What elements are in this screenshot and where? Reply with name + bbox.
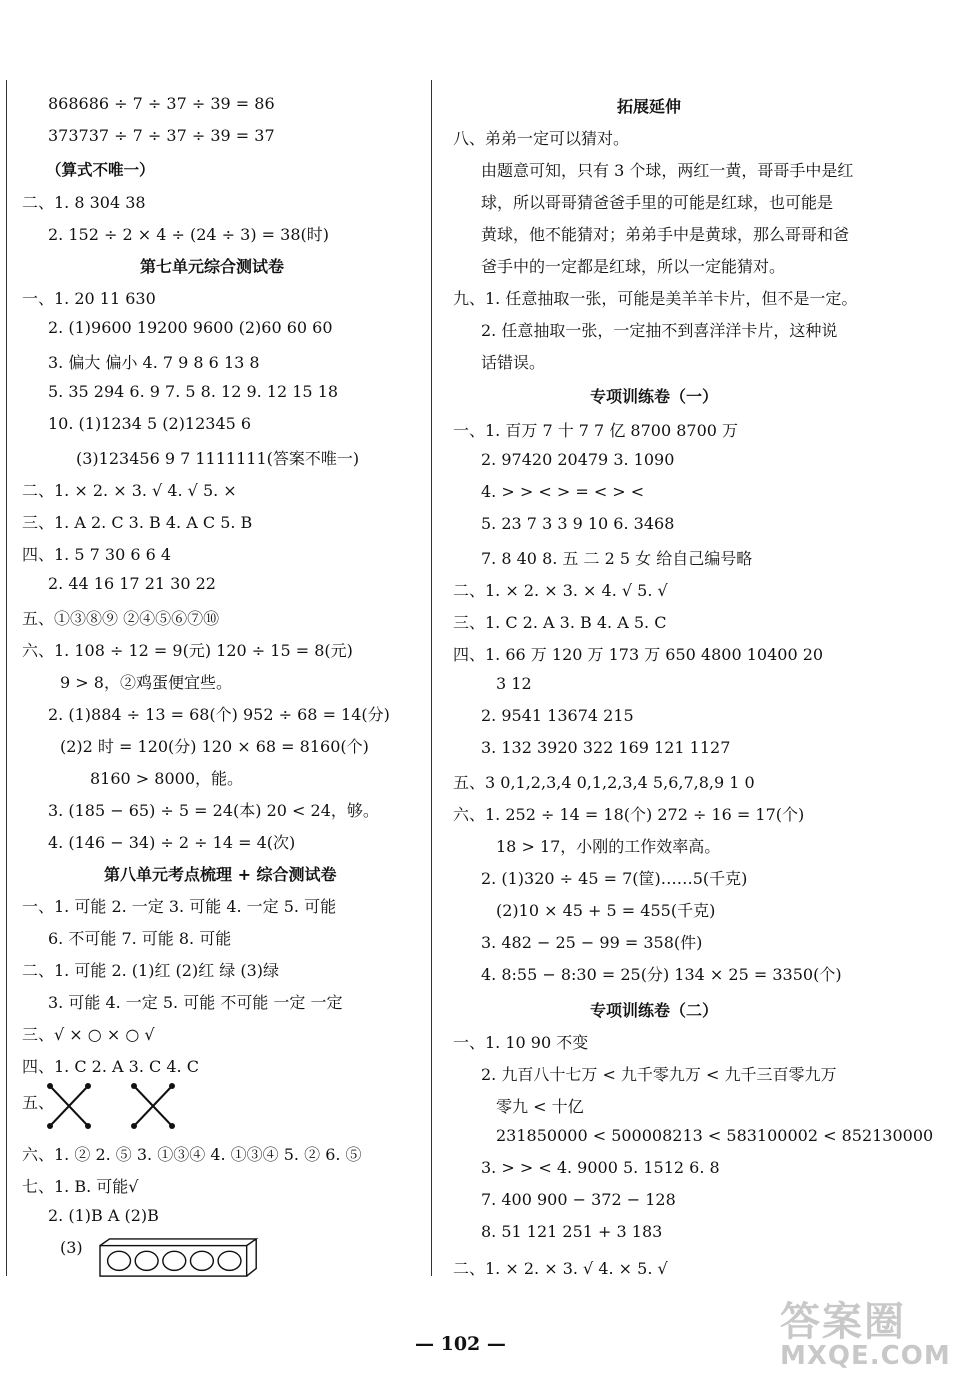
answer-line: 球，所以哥哥猜爸爸手里的可能是红球，也可能是 xyxy=(481,193,834,212)
answer-line: 2. (1)9600 19200 9600 (2)60 60 60 xyxy=(48,318,333,337)
answer-line: 8160 > 8000，能。 xyxy=(90,769,244,788)
answer-line: 二、1. × 2. × 3. × 4. √ 5. √ xyxy=(453,581,668,600)
answer-line: 4. 8:55 − 8:30 = 25(分) 134 × 25 = 3350(个) xyxy=(481,965,842,984)
answer-line: 爸手中的一定都是红球，所以一定能猜对。 xyxy=(481,257,786,276)
answer-line: 2. 44 16 17 21 30 22 xyxy=(48,574,216,593)
answer-line: 2. (1)884 ÷ 13 = 68(个) 952 ÷ 68 = 14(分) xyxy=(48,705,390,724)
answer-line: 2. 9541 13674 215 xyxy=(481,706,634,725)
column-divider xyxy=(431,80,432,1276)
section-title: 专项训练卷（一） xyxy=(590,387,719,406)
answer-line: 3. (185 − 65) ÷ 5 = 24(本) 20 < 24，够。 xyxy=(48,801,379,820)
left-margin-rule xyxy=(6,80,7,1276)
answer-line: 4. > > < > = < > < xyxy=(481,482,645,501)
section-title: 拓展延伸 xyxy=(617,97,682,116)
answer-line: 18 > 17，小刚的工作效率高。 xyxy=(496,837,721,856)
section-title: 专项训练卷（二） xyxy=(590,1001,719,1020)
answer-line: 3. 可能 4. 一定 5. 可能 不可能 一定 一定 xyxy=(48,993,343,1012)
answer-line: 868686 ÷ 7 ÷ 37 ÷ 39 = 86 xyxy=(48,94,275,113)
section-title: 第七单元综合测试卷 xyxy=(140,257,285,276)
answer-line: 二、1. 可能 2. (1)红 (2)红 绿 (3)绿 xyxy=(22,961,280,980)
answer-line: （算式不唯一） xyxy=(46,161,155,179)
watermark-logo: 答案圈 MXQE.COM xyxy=(780,1299,951,1371)
answer-line: 5. 23 7 3 3 9 10 6. 3468 xyxy=(481,514,675,533)
answer-line: 2. 97420 20479 3. 1090 xyxy=(481,450,675,469)
answer-line: 5. 35 294 6. 9 7. 5 8. 12 9. 12 15 18 xyxy=(48,382,339,401)
answer-line: 六、1. ② 2. ⑤ 3. ①③④ 4. ①③④ 5. ② 6. ⑤ xyxy=(22,1145,362,1164)
answer-line: (3) xyxy=(60,1238,83,1257)
ball-box-diagram xyxy=(96,1238,264,1278)
answer-line: 7. 400 900 − 372 − 128 xyxy=(481,1190,676,1209)
answer-line: 二、1. × 2. × 3. √ 4. √ 5. × xyxy=(22,481,237,500)
answer-line: 二、1. × 2. × 3. √ 4. × 5. √ xyxy=(453,1259,668,1278)
answer-line: (2)2 时 = 120(分) 120 × 68 = 8160(个) xyxy=(60,737,369,756)
answer-line: 8. 51 121 251 + 3 183 xyxy=(481,1222,663,1241)
answer-line: 三、1. C 2. A 3. B 4. A 5. C xyxy=(453,613,667,632)
answer-line: 话错误。 xyxy=(481,353,546,372)
answer-line: 二、1. 8 304 38 xyxy=(22,193,146,212)
answer-line: 一、1. 10 90 不变 xyxy=(453,1033,589,1052)
answer-line: 10. (1)1234 5 (2)12345 6 xyxy=(48,414,252,433)
answer-line: 三、√ × ○ × ○ √ xyxy=(22,1025,155,1044)
answer-line: 2. (1)B A (2)B xyxy=(48,1206,159,1225)
answer-line: 六、1. 108 ÷ 12 = 9(元) 120 ÷ 15 = 8(元) xyxy=(22,641,353,660)
answer-line: 三、1. A 2. C 3. B 4. A C 5. B xyxy=(22,513,253,532)
answer-line: 373737 ÷ 7 ÷ 37 ÷ 39 = 37 xyxy=(48,126,275,145)
answer-line: 五、①③⑧⑨ ②④⑤⑥⑦⑩ xyxy=(22,609,220,628)
answer-line: 一、1. 20 11 630 xyxy=(22,289,156,308)
answer-line: 八、弟弟一定可以猜对。 xyxy=(453,129,630,148)
answer-line: (2)10 × 45 + 5 = 455(千克) xyxy=(496,901,716,920)
answer-line: 四、1. 66 万 120 万 173 万 650 4800 10400 20 xyxy=(453,645,824,664)
section-title: 第八单元考点梳理 + 综合测试卷 xyxy=(104,865,337,884)
answer-line: 五、3 0,1,2,3,4 0,1,2,3,4 5,6,7,8,9 1 0 xyxy=(453,773,755,792)
answer-line: 五、 xyxy=(22,1093,55,1112)
answer-line: 由题意可知，只有 3 个球，两红一黄，哥哥手中是红 xyxy=(481,161,854,180)
answer-line: 一、1. 百万 7 十 7 7 亿 8700 8700 万 xyxy=(453,421,739,440)
answer-line: 3. 偏大 偏小 4. 7 9 8 6 13 8 xyxy=(48,353,260,372)
answer-line: 6. 不可能 7. 可能 8. 可能 xyxy=(48,929,232,948)
answer-line: 零九 < 十亿 xyxy=(496,1097,584,1116)
answer-line: 3. > > < 4. 9000 5. 1512 6. 8 xyxy=(481,1158,720,1177)
answer-line: 231850000 < 500008213 < 583100002 < 852130000 xyxy=(496,1126,934,1145)
answer-line: 四、1. 5 7 30 6 6 4 xyxy=(22,545,172,564)
answer-line: 3. 482 − 25 − 99 = 358(件) xyxy=(481,933,703,952)
answer-line: 2. 任意抽取一张，一定抽不到喜洋洋卡片，这种说 xyxy=(481,321,838,340)
answer-line: 2. (1)320 ÷ 45 = 7(筐)……5(千克) xyxy=(481,869,748,888)
answer-line: 3. 132 3920 322 169 121 1127 xyxy=(481,738,731,757)
answer-line: 六、1. 252 ÷ 14 = 18(个) 272 ÷ 16 = 17(个) xyxy=(453,805,805,824)
answer-line: 9 > 8，②鸡蛋便宜些。 xyxy=(60,673,232,692)
answer-line: 九、1. 任意抽取一张，可能是美羊羊卡片，但不是一定。 xyxy=(453,289,858,308)
answer-line: 7. 8 40 8. 五 二 2 5 女 给自己编号略 xyxy=(481,549,753,568)
answer-line: (3)123456 9 7 1111111(答案不唯一) xyxy=(76,449,360,468)
answer-line: 2. 九百八十七万 < 九千零九万 < 九千三百零九万 xyxy=(481,1065,837,1084)
answer-line: 七、1. B. 可能√ xyxy=(22,1177,139,1196)
answer-line: 2. 152 ÷ 2 × 4 ÷ (24 ÷ 3) = 38(时) xyxy=(48,225,330,244)
matching-cross-diagram xyxy=(36,1082,186,1132)
answer-line: 黄球，他不能猜对；弟弟手中是黄球，那么哥哥和爸 xyxy=(481,225,850,244)
answer-line: 四、1. C 2. A 3. C 4. C xyxy=(22,1057,199,1076)
page-number: — 102 — xyxy=(415,1333,506,1355)
answer-line: 4. (146 − 34) ÷ 2 ÷ 14 = 4(次) xyxy=(48,833,296,852)
answer-line: 3 12 xyxy=(496,674,532,693)
answer-line: 一、1. 可能 2. 一定 3. 可能 4. 一定 5. 可能 xyxy=(22,897,337,916)
